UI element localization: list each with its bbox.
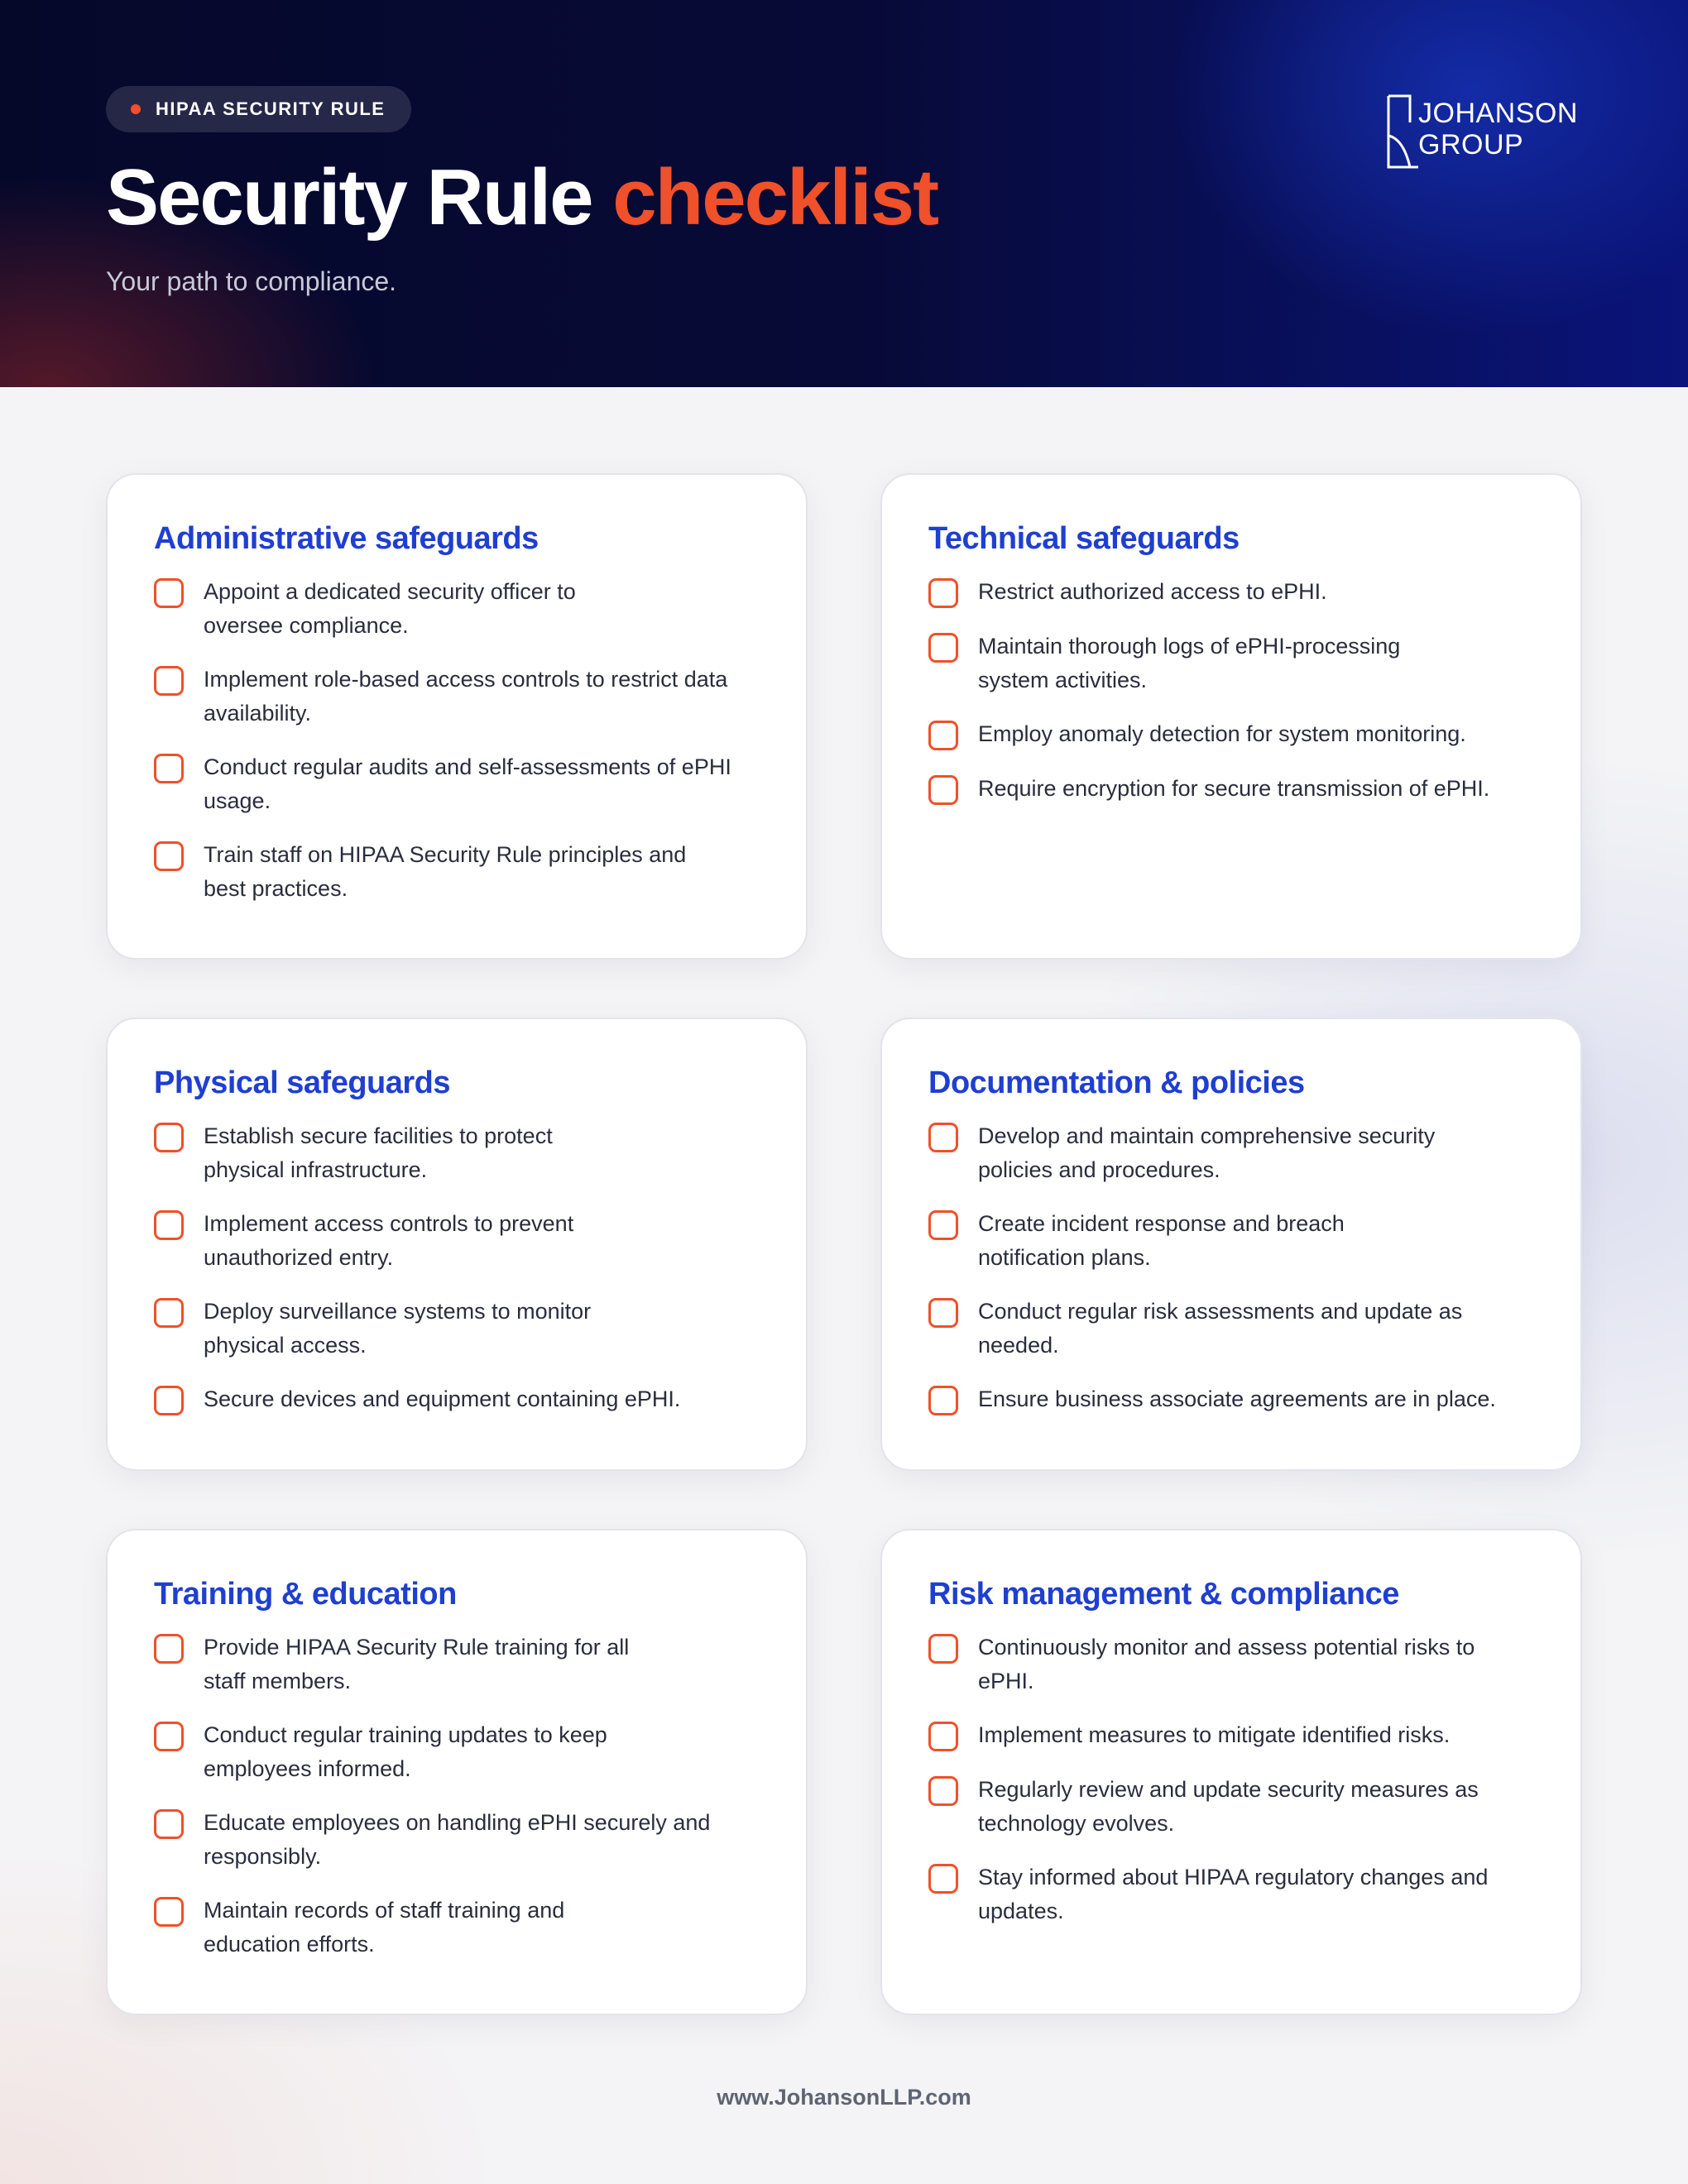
checklist-item [154, 575, 760, 643]
checklist-item-text: Implement access controls to prevent unauthorized entry. [204, 1211, 574, 1270]
checklist-item-text: Provide HIPAA Security Rule training for all staff members. [204, 1635, 630, 1693]
checklist-item [154, 1894, 760, 1961]
checklist-item-text: Create incident response and breach notification plans. [978, 1211, 1345, 1270]
checklist-item-text: Restrict authorized access to ePHI. [978, 579, 1327, 604]
checkbox[interactable] [154, 1809, 184, 1839]
checkbox[interactable] [928, 1298, 958, 1328]
page-title [106, 152, 938, 243]
checklist-item [928, 1207, 1534, 1275]
checkbox[interactable] [928, 775, 958, 805]
checkbox[interactable] [154, 1722, 184, 1751]
checklist-item-text: Maintain records of staff training and education efforts. [204, 1898, 565, 1956]
badge-dot-icon [131, 104, 141, 114]
checkbox[interactable] [928, 578, 958, 608]
checklist-item-text: Train staff on HIPAA Security Rule principles and best practices. [204, 842, 687, 901]
checklist-item [928, 1382, 1534, 1417]
checklist-item-text: Stay informed about HIPAA regulatory changes and updates. [978, 1865, 1489, 1923]
logo-mark-icon [1385, 94, 1418, 170]
title-accent: checklist [612, 153, 938, 242]
title-main: Security Rule [106, 153, 613, 242]
checklist-item [928, 1119, 1534, 1187]
checklist-item-text: Conduct regular training updates to keep employees informed. [204, 1722, 607, 1781]
section-card-physical [106, 1018, 808, 1471]
checklist-item-text: Implement role-based access controls to restrict data availability. [204, 667, 728, 726]
checkbox[interactable] [154, 666, 184, 696]
checkbox[interactable] [154, 1210, 184, 1240]
checklist-item [154, 1382, 760, 1417]
section-title: Physical safeguards [154, 1066, 451, 1100]
checkbox[interactable] [154, 1123, 184, 1152]
checkbox[interactable] [928, 633, 958, 663]
checkbox[interactable] [154, 1386, 184, 1415]
checklist-item-text: Develop and maintain comprehensive security policies and procedures. [978, 1123, 1436, 1182]
checkbox[interactable] [154, 578, 184, 608]
checkbox[interactable] [154, 754, 184, 783]
checkbox[interactable] [928, 1210, 958, 1240]
checklist-item [154, 1207, 760, 1275]
checklist-item [928, 630, 1534, 697]
checklist-item-text: Conduct regular audits and self-assessments of ePHI usage. [204, 754, 731, 813]
checklist-item-text: Appoint a dedicated security officer to oversee compliance. [204, 579, 576, 638]
checklist-item-text: Establish secure facilities to protect physical infrastructure. [204, 1123, 553, 1182]
section-title: Technical safeguards [928, 521, 1240, 556]
checklist-item [154, 750, 760, 818]
checklist-item [928, 1861, 1534, 1928]
checklist-item [154, 1806, 760, 1874]
checklist-item-text: Educate employees on handling ePHI securely and responsibly. [204, 1810, 711, 1869]
checklist-item [154, 663, 760, 730]
checkbox[interactable] [154, 841, 184, 871]
checklist-item [928, 1773, 1534, 1841]
footer-website-link[interactable]: www.JohansonLLP.com [717, 2085, 971, 2110]
checklist-item-text: Employ anomaly detection for system monitoring. [978, 721, 1466, 746]
page-subtitle: Your path to compliance. [106, 266, 397, 296]
section-card-technical [880, 473, 1582, 960]
logo-line-2: GROUP [1418, 129, 1524, 160]
checklist-item-text: Implement measures to mitigate identified risks. [978, 1722, 1451, 1747]
checklist-item [928, 1295, 1534, 1363]
checkbox[interactable] [928, 1776, 958, 1806]
section-title: Training & education [154, 1577, 457, 1612]
section-card-risk-management [880, 1529, 1582, 2015]
checklist-item [928, 772, 1534, 807]
checklist-item-text: Continuously monitor and assess potential risks to ePHI. [978, 1635, 1475, 1693]
section-card-administrative [106, 473, 808, 960]
checkbox[interactable] [928, 1123, 958, 1152]
checklist-item [154, 838, 760, 906]
checklist-item-text: Maintain thorough logs of ePHI-processing system activities. [978, 634, 1401, 692]
section-title: Risk management & compliance [928, 1577, 1399, 1612]
checklist-item [928, 717, 1534, 752]
checkbox[interactable] [928, 1864, 958, 1894]
checkbox[interactable] [928, 1722, 958, 1751]
section-card-documentation [880, 1018, 1582, 1471]
badge-label: HIPAA SECURITY RULE [156, 98, 386, 119]
checklist-item [928, 1718, 1534, 1753]
company-logo [1385, 94, 1592, 170]
checkbox[interactable] [154, 1634, 184, 1664]
checklist-item [928, 575, 1534, 610]
checklist-item-text: Conduct regular risk assessments and update as needed. [978, 1299, 1463, 1358]
checkbox[interactable] [154, 1897, 184, 1927]
checkbox[interactable] [928, 1634, 958, 1664]
logo-line-1: JOHANSON [1418, 98, 1578, 129]
checkbox[interactable] [928, 1386, 958, 1415]
checklist-item [154, 1119, 760, 1187]
checklist-item-text: Require encryption for secure transmission of ePHI. [978, 776, 1490, 801]
section-card-training [106, 1529, 808, 2015]
checkbox[interactable] [154, 1298, 184, 1328]
checklist-item-text: Regularly review and update security measures as technology evolves. [978, 1777, 1479, 1836]
checklist-item-text: Secure devices and equipment containing ePHI. [204, 1387, 681, 1411]
header-banner [0, 0, 1688, 387]
section-title: Administrative safeguards [154, 521, 539, 556]
checklist-item [154, 1718, 760, 1786]
checklist-item-text: Deploy surveillance systems to monitor physical access. [204, 1299, 592, 1358]
logo-wordmark [1418, 98, 1578, 160]
checkbox[interactable] [928, 721, 958, 750]
checklist-item-text: Ensure business associate agreements are in place. [978, 1387, 1496, 1411]
checklist-item [928, 1631, 1534, 1698]
category-badge [106, 86, 411, 132]
checklist-item [154, 1295, 760, 1363]
section-title: Documentation & policies [928, 1066, 1305, 1100]
checklist-item [154, 1631, 760, 1698]
